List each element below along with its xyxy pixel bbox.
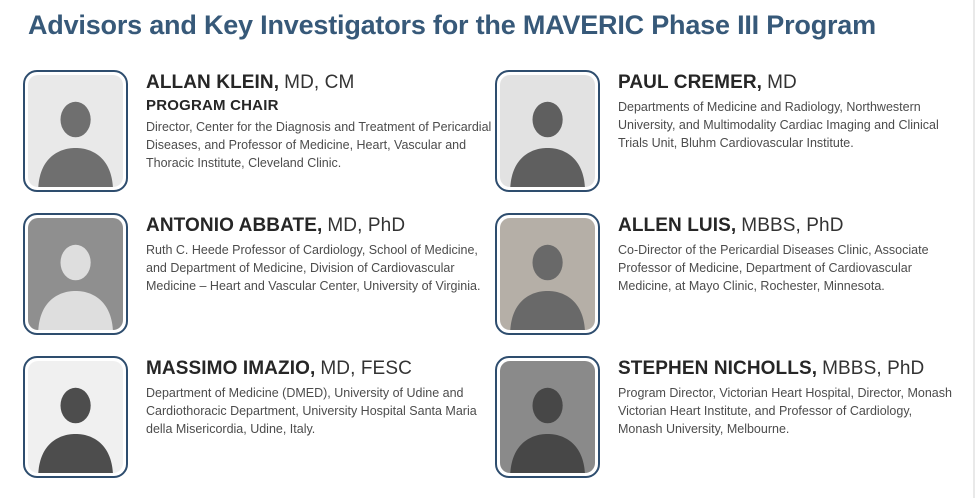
advisor-description: Departments of Medicine and Radiology, Northwestern University, and Multimodality Cardiac Imaging and Clinical Trials Unit, Bluhm Cardiovascular Institute. — [618, 100, 939, 151]
advisor-description: Program Director, Victorian Heart Hospital, Director, Monash Victorian Heart Institute, and Professor of Cardiology, Monash University, Melbourne. — [618, 386, 952, 437]
advisor-card-allen-luis — [495, 213, 957, 335]
paul-cremer-photo — [495, 70, 600, 192]
headshot-image — [28, 361, 123, 473]
advisor-info — [146, 356, 495, 478]
headshot-image — [500, 361, 595, 473]
advisor-description: Director, Center for the Diagnosis and Treatment of Pericardial Diseases, and Professor of Medicine, Heart, Vascular and Thoracic Institute, Cleveland Clinic. — [146, 120, 492, 171]
advisors-grid — [23, 70, 957, 478]
advisor-info — [618, 356, 957, 478]
advisor-credentials: MD, PhD — [327, 215, 406, 236]
advisor-name — [618, 72, 957, 94]
advisor-name-bold: STEPHEN NICHOLLS, — [618, 358, 818, 379]
advisor-name — [618, 358, 957, 380]
advisor-name-bold: ALLEN LUIS, — [618, 215, 737, 236]
advisor-name — [146, 215, 495, 237]
advisor-card-stephen-nicholls — [495, 356, 957, 478]
advisor-credentials: MD, CM — [284, 72, 355, 93]
advisor-credentials: MD — [767, 72, 797, 93]
advisor-info — [146, 70, 495, 192]
advisor-description: Department of Medicine (DMED), University of Udine and Cardiothoracic Department, University Hospital Santa Maria della Misericordia, Udine, Italy. — [146, 386, 477, 437]
advisor-card-massimo-imazio — [23, 356, 495, 478]
advisor-credentials: MBBS, PhD — [822, 358, 925, 379]
advisor-card-paul-cremer — [495, 70, 957, 192]
advisor-name-bold: PAUL CREMER, — [618, 72, 763, 93]
person-silhouette-icon — [30, 227, 121, 330]
antonio-abbate-photo — [23, 213, 128, 335]
advisor-name-bold: ALLAN KLEIN, — [146, 72, 280, 93]
page-edge-divider — [973, 0, 975, 498]
advisor-info — [618, 213, 957, 335]
stephen-nicholls-photo — [495, 356, 600, 478]
headshot-image — [500, 75, 595, 187]
page-title: Advisors and Key Investigators for the MAVERIC Phase III Program — [28, 10, 876, 40]
person-silhouette-icon — [30, 370, 121, 473]
massimo-imazio-photo — [23, 356, 128, 478]
allan-klein-photo — [23, 70, 128, 192]
advisor-name — [146, 358, 495, 380]
person-silhouette-icon — [502, 84, 593, 187]
headshot-image — [28, 218, 123, 330]
person-silhouette-icon — [502, 370, 593, 473]
advisor-card-allan-klein — [23, 70, 495, 192]
advisor-credentials: MBBS, PhD — [741, 215, 844, 236]
person-silhouette-icon — [30, 84, 121, 187]
person-silhouette-icon — [502, 227, 593, 330]
allen-luis-photo — [495, 213, 600, 335]
advisor-name-bold: ANTONIO ABBATE, — [146, 215, 323, 236]
advisor-info — [618, 70, 957, 192]
advisor-description: Ruth C. Heede Professor of Cardiology, School of Medicine, and Department of Medicine, Division of Cardiovascular Medicine – Heart and Vascular Center, University of Virginia. — [146, 243, 481, 294]
advisor-description: Co-Director of the Pericardial Diseases Clinic, Associate Professor of Medicine, Department of Cardiovascular Medicine, at Mayo Clinic, Rochester, Minnesota. — [618, 243, 929, 294]
advisor-info — [146, 213, 495, 335]
advisor-name — [146, 72, 495, 94]
headshot-image — [500, 218, 595, 330]
headshot-image — [28, 75, 123, 187]
advisor-role: PROGRAM CHAIR — [146, 97, 279, 114]
advisor-name — [618, 215, 957, 237]
advisor-name-bold: MASSIMO IMAZIO, — [146, 358, 316, 379]
advisor-credentials: MD, FESC — [320, 358, 412, 379]
advisor-card-antonio-abbate — [23, 213, 495, 335]
